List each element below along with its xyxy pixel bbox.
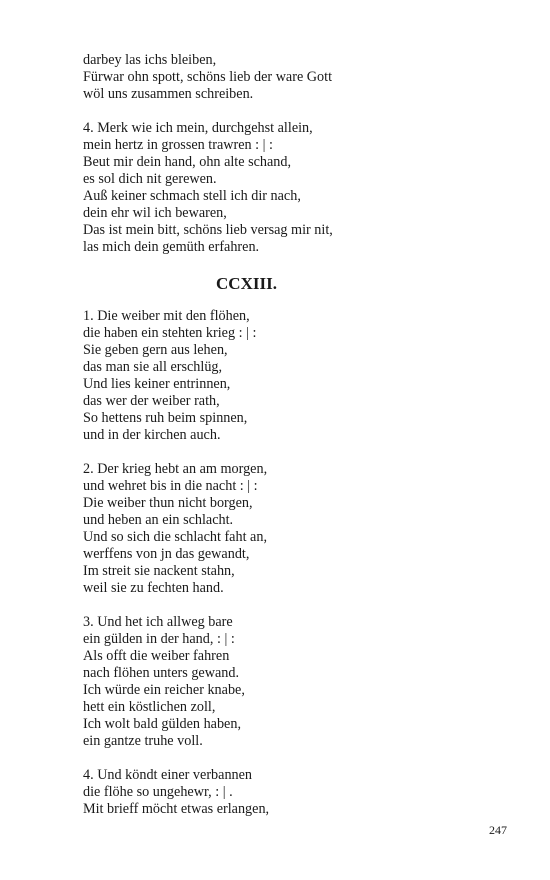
verse-line: werffens von jn das gewandt, xyxy=(83,546,250,562)
verse-line: Ich würde ein reicher knabe, xyxy=(83,682,245,698)
stanza xyxy=(83,120,503,256)
verse-line: las mich dein gemüth erfahren. xyxy=(83,239,260,255)
verse-line: und in der kirchen auch. xyxy=(83,427,221,443)
verse-line: die haben ein stehten krieg : | : xyxy=(83,325,257,341)
stanza xyxy=(83,767,503,818)
stanza xyxy=(83,52,503,103)
verse-line: mein hertz in grossen trawren : | : xyxy=(83,137,273,153)
verse-line: Das ist mein bitt, schöns lieb versag mir nit, xyxy=(83,222,333,238)
verse-line: Auß keiner schmach stell ich dir nach, xyxy=(83,188,301,204)
verse-line: 2. Der krieg hebt an am morgen, xyxy=(83,461,268,477)
verse-line: Und lies keiner entrinnen, xyxy=(83,376,231,392)
verse-line: das man sie all erschlüg, xyxy=(83,359,223,375)
verse-line: weil sie zu fechten hand. xyxy=(83,580,224,596)
verse-line: wöl uns zusammen schreiben. xyxy=(83,86,254,102)
verse-line: Als offt die weiber fahren xyxy=(83,648,230,664)
stanza xyxy=(83,461,503,597)
verse-line: Mit brieff möcht etwas erlangen, xyxy=(83,801,270,817)
verse-line: die flöhe so ungehewr, : | . xyxy=(83,784,233,800)
verse-line: darbey las ichs bleiben, xyxy=(83,52,217,68)
verse-line: ein gantze truhe voll. xyxy=(83,733,203,749)
verse-line: 1. Die weiber mit den flöhen, xyxy=(83,308,250,324)
verse-line: es sol dich nit gerewen. xyxy=(83,171,217,187)
verse-line: Fürwar ohn spott, schöns lieb der ware Gott xyxy=(83,69,333,85)
verse-line: nach flöhen unters gewand. xyxy=(83,665,240,681)
verse-line: Sie geben gern aus lehen, xyxy=(83,342,228,358)
verse-line: und heben an ein schlacht. xyxy=(83,512,234,528)
song-heading: CCXIII. xyxy=(216,274,277,293)
verse-line: Beut mir dein hand, ohn alte schand, xyxy=(83,154,292,170)
verse-line: Ich wolt bald gülden haben, xyxy=(83,716,241,732)
verse-line: Und so sich die schlacht faht an, xyxy=(83,529,267,545)
verse-line: hett ein köstlichen zoll, xyxy=(83,699,216,715)
verse-line: So hettens ruh beim spinnen, xyxy=(83,410,248,426)
page-number: 247 xyxy=(489,823,507,837)
verse-line: Im streit sie nackent stahn, xyxy=(83,563,235,579)
verse-line: 4. Und köndt einer verbannen xyxy=(83,767,253,783)
stanza xyxy=(83,308,503,444)
previous-song xyxy=(83,52,503,256)
verse-line: 4. Merk wie ich mein, durchgehst allein, xyxy=(83,120,313,136)
song-body xyxy=(83,308,503,818)
page-content xyxy=(83,52,503,818)
verse-line: und wehret bis in die nacht : | : xyxy=(83,478,258,494)
stanza xyxy=(83,614,503,750)
verse-line: dein ehr wil ich bewaren, xyxy=(83,205,227,221)
verse-line: ein gülden in der hand, : | : xyxy=(83,631,235,647)
verse-line: 3. Und het ich allweg bare xyxy=(83,614,233,630)
verse-line: das wer der weiber rath, xyxy=(83,393,220,409)
verse-line: Die weiber thun nicht borgen, xyxy=(83,495,253,511)
